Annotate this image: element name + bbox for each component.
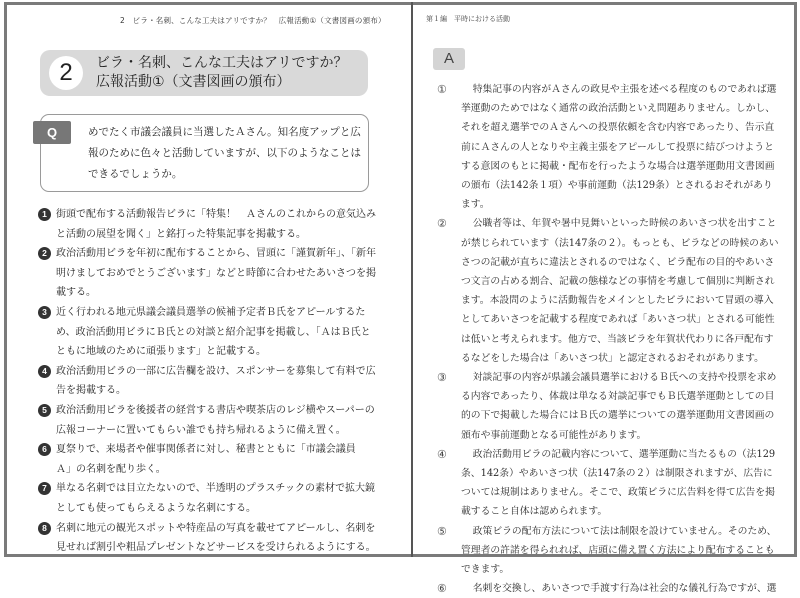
scenario-item [38,440,378,479]
chapter-banner [40,50,368,96]
answer-text: 特集記事の内容がＡさんの政見や主張を述べる程度のものであれば選挙運動のためではなく通常の政治活動といえ問題ありません。しかし、それを超え選挙でのＡさんへの投票依頼を含む内容であったり、告示直前にＡさんの人となりや主義主張をアピールして投票に結びつけようとする意図のもとに掲載・配布を行ったような場合は選挙運動用文書図画の頒布（法142条１項）や事前運動（法129条）とされるおそれがあります。 [461,84,777,211]
item-text: 街頭で配布する活動報告ビラに「特集！ Ａさんのこれからの意気込みと活動の展望を聞く」と銘打った特集記事を掲載する。 [56,209,376,240]
page-frame-left [4,2,7,557]
answer-number: ③ [437,371,447,385]
item-number-badge: 4 [38,365,51,378]
answer-text: 政策ビラの配布方法について法は制限を設けていません。そのため、管理者の許諾を得られれば、店頭に備え置く方法により配布することもできます。 [461,525,777,576]
answer-text: 政治活動用ビラの記載内容について、選挙運動に当たるもの（法129条、142条）やあいさつ状（法147条の２）は制限されますが、広告については規制はありません。そこで、政策ビラに広告料を得て広告を掲載すること自体は認められます。 [461,448,776,518]
answer-number: ② [437,217,447,231]
question-badge: Q [33,121,71,144]
scenario-item [38,303,378,362]
answer-item [437,368,782,445]
running-head-left: 2 ビラ・名刺、こんな工夫はアリですか？ 広報活動①（文書図画の頒布） [120,16,386,25]
answer-item [437,445,782,522]
item-text: 単なる名刺では目立たないので、半透明のプラスチックの素材で拡大鏡としても使ってもらえるような名刺にする。 [56,483,375,514]
answer-item [437,579,782,598]
running-head-right: 第１編 平時における活動 [426,15,510,23]
scenario-item [38,479,378,518]
scenario-item [38,519,378,558]
chapter-title-line2: 広報活動①（文書図画の頒布） [96,74,291,90]
answer-badge: A [433,48,465,70]
item-text: 政治活動用ビラを後援者の経営する書店や喫茶店のレジ横やスーパーの広報コーナーに置いてもらい誰でも持ち帰れるように備え置く。 [56,404,375,436]
scenario-item [38,401,378,440]
answer-text: 公職者等は、年賀や暑中見舞いといった時候のあいさつ状を出すことが禁じられています（法147条の２）。もっとも、ビラなどの時候のあいさつの記載が直ちに違法とされるのではなく、ビラ配布の目的やあいさつ文言の占める割合、記載の態様などの事情を考慮して個別に判断されます。本設問のように活動報告をメインとしたビラにおいて冒頭の導入としてあいさつを記載する程度であれば「あいさつ状」とされる可能性は低いと考えられます。他方で、当該ビラを年賀状代わりに各戸配布するなどをした場合は「あいさつ状」と認定されるおそれがあります。 [461,218,779,364]
answer-list [437,80,782,598]
chapter-title [96,54,347,92]
item-number-badge: 3 [38,306,51,319]
item-text: 政治活動用ビラの一部に広告欄を設け、スポンサーを募集して有料で広告を掲載する。 [56,365,376,397]
answer-number: ⑥ [437,582,447,596]
answer-item [437,80,782,214]
answer-text: 名刺を交換し、あいさつで手渡す行為は社会的な儀礼行為ですが、選 [472,583,777,595]
scenario-item [38,205,378,244]
item-number-badge: 1 [38,208,51,221]
item-number-badge: 8 [38,522,51,535]
answer-number: ④ [437,447,447,461]
item-text: 夏祭りで、来場者や催事関係者に対し、秘書とともに「市議会議員 Ａ」の名刺を配り歩く。 [56,444,366,475]
scenario-item [38,362,378,401]
item-number-badge: 7 [38,482,51,495]
answer-item [437,214,782,368]
question-text: めでたく市議会議員に当選したＡさん。知名度アップと広報のために色々と活動していますが、以下のようなことはできるでしょうか。 [88,126,361,180]
chapter-title-line1: ビラ・名刺、こんな工夫はアリですか？ [96,55,348,71]
page-frame-right [794,2,797,557]
answer-text: 対談記事の内容が県議会議員選挙におけるＢ氏への支持や投票を求める内容であったり、体裁は単なる対談記事でもＢ氏選挙運動としての目的の下で掲載した場合にはＢ氏の選挙についての選挙運動用文書図画の頒布や事前運動となる可能性があります。 [461,372,777,441]
item-text: 政治活動用ビラを年初に配布することから、冒頭に「謹賀新年」、「新年明けましておめでとうございます」などと時節に合わせたあいさつを掲載する。 [56,248,376,299]
answer-number: ⑤ [437,524,447,538]
item-number-badge: 6 [38,443,51,456]
answer-item [437,522,782,580]
chapter-number: 2 [49,56,83,90]
scenario-list [38,205,378,558]
item-text: 名刺に地元の観光スポットや特産品の写真を載せてアピールし、名刺を見せれば割引や粗品プレゼントなどサービスを受けられるようにする。 [56,522,376,554]
page-frame-top [4,2,797,5]
scenario-item [38,244,378,303]
item-text: 近く行われる地元県議会議員選挙の候補予定者Ｂ氏をアピールするため、政治活動用ビラにＢ氏との対談と紹介記事を掲載し、「ＡはＢ氏とともに地域のために頑張ります」と記載する。 [56,306,371,358]
page-spread-divider [411,2,413,557]
item-number-badge: 2 [38,247,51,260]
answer-number: ① [437,83,447,96]
item-number-badge: 5 [38,404,51,417]
